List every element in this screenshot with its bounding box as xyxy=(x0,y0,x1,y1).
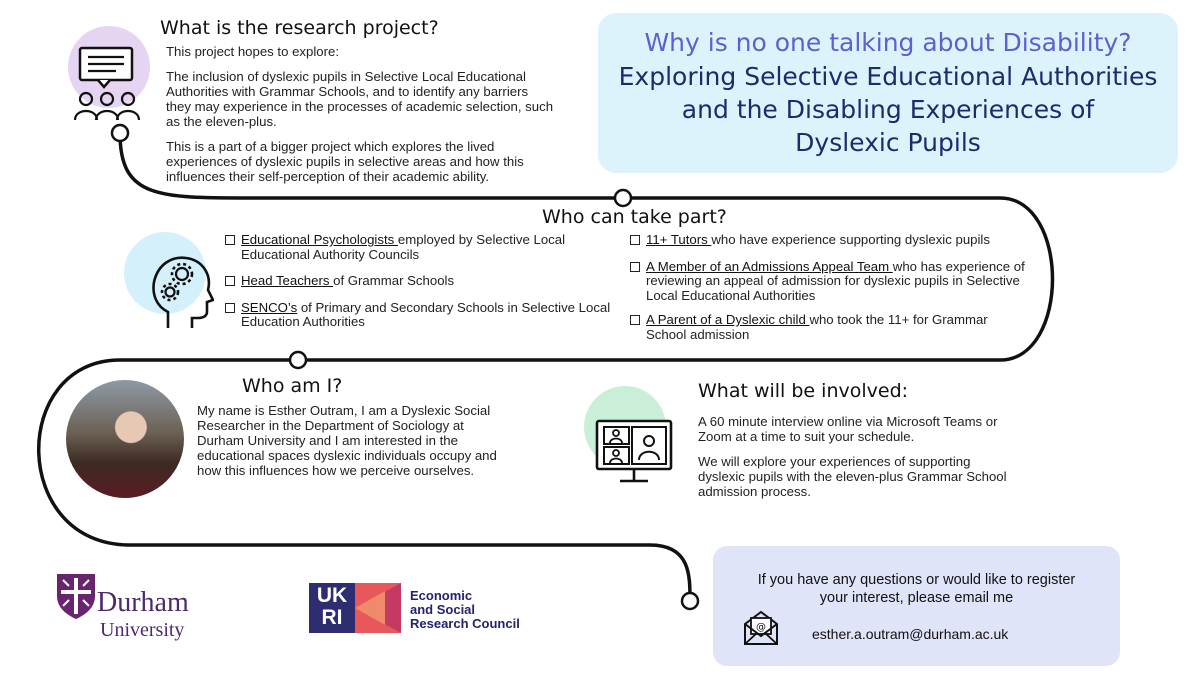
who-can-heading: Who can take part? xyxy=(542,206,727,228)
video-call-icon xyxy=(594,418,674,486)
involved-heading: What will be involved: xyxy=(698,380,909,402)
participant-detail: employed by Selective Local Educational Authority Councils xyxy=(241,232,566,262)
path-node-3 xyxy=(290,352,306,368)
participants-left-list xyxy=(225,233,615,339)
checkbox-icon xyxy=(225,303,235,313)
email-icon xyxy=(743,608,779,646)
participant-role: A Parent of a Dyslexic child xyxy=(646,312,810,327)
involved-interview: A 60 minute interview online via Microsoft Teams or Zoom at a time to suit your schedule. xyxy=(698,414,998,444)
participant-detail: who have experience supporting dyslexic pupils xyxy=(711,232,990,247)
ukri-name xyxy=(410,589,520,631)
research-intro: This project hopes to explore: xyxy=(166,44,339,59)
gears-head-icon xyxy=(150,252,214,332)
participant-detail: of Grammar Schools xyxy=(333,273,455,288)
ukri-logo-icon xyxy=(309,583,401,633)
ukri-line-2: and Social xyxy=(410,602,476,617)
who-am-i-heading: Who am I? xyxy=(242,375,343,397)
research-aim: The inclusion of dyslexic pupils in Selective Local Educational Authorities with Grammar Schools, and to identify any barriers they may experience in the processes of academic selection, such as the eleven-plus. xyxy=(166,69,554,129)
involved-text xyxy=(698,414,1018,509)
participant-item xyxy=(630,260,1025,304)
checkbox-icon xyxy=(225,235,235,245)
durham-name: Durham xyxy=(97,587,189,618)
checkbox-icon xyxy=(630,262,640,272)
title-line-4: Dyslexic Pupils xyxy=(795,128,981,157)
participant-role: A Member of an Admissions Appeal Team xyxy=(646,258,893,274)
checkbox-icon xyxy=(630,315,640,325)
path-node-2 xyxy=(615,190,631,206)
title-line-2: Exploring Selective Educational Authorities xyxy=(618,62,1158,91)
chat-group-icon xyxy=(72,42,144,124)
involved-explore: We will explore your experiences of supporting dyslexic pupils with the eleven-plus Grammar School admission process. xyxy=(698,454,1007,499)
checkbox-icon xyxy=(225,276,235,286)
durham-subname: University xyxy=(100,619,185,641)
researcher-photo xyxy=(66,380,184,498)
participants-right-list xyxy=(630,233,1025,351)
participant-role: Educational Psychologists xyxy=(241,232,398,247)
participant-role: 11+ Tutors xyxy=(646,232,712,247)
path-node-4 xyxy=(682,593,698,609)
participant-item xyxy=(225,301,615,330)
ukri-mark-top: UK xyxy=(316,584,348,607)
research-heading: What is the research project? xyxy=(160,17,439,39)
participant-item xyxy=(225,274,615,289)
ukri-line-1: Economic xyxy=(410,588,473,603)
title-line-3: and the Disabling Experiences of xyxy=(681,95,1095,124)
contact-email[interactable]: esther.a.outram@durham.ac.uk xyxy=(812,626,1009,642)
checkbox-icon xyxy=(630,235,640,245)
participant-role: SENCO’s xyxy=(241,299,298,315)
ukri-line-3: Research Council xyxy=(410,616,520,631)
title-box xyxy=(598,13,1178,173)
contact-box xyxy=(713,546,1120,666)
research-context: This is a part of a bigger project which explores the lived experiences of dyslexic pupils in selective areas and how this influences their self-perception of their academic ability. xyxy=(166,139,524,184)
participant-item xyxy=(630,313,1025,342)
participant-detail: of Primary and Secondary Schools in Selective Local Education Authorities xyxy=(241,299,611,329)
participant-detail: who took the 11+ for Grammar School admission xyxy=(646,312,988,342)
title-question: Why is no one talking about Disability? xyxy=(644,28,1132,57)
participant-item xyxy=(225,233,615,262)
svg-text:@: @ xyxy=(756,622,766,633)
ukri-mark-bottom: RI xyxy=(321,606,343,629)
participant-item xyxy=(630,233,1025,248)
research-text xyxy=(166,44,556,194)
durham-crest-icon xyxy=(55,572,97,620)
contact-question: If you have any questions or would like to register your interest, please email me xyxy=(757,572,1076,606)
path-node-1 xyxy=(112,125,128,141)
participant-detail: who has experience of reviewing an appeal of admission for dyslexic pupils in Selective Local Educational Authorities xyxy=(646,258,1025,303)
participant-role: Head Teachers xyxy=(241,273,334,288)
who-am-i-text: My name is Esther Outram, I am a Dyslexic Social Researcher in the Department of Sociology at Durham University and I am interested in the educational spaces dyslexic individuals occupy and how this influences how we perceive ourselves. xyxy=(197,403,497,478)
